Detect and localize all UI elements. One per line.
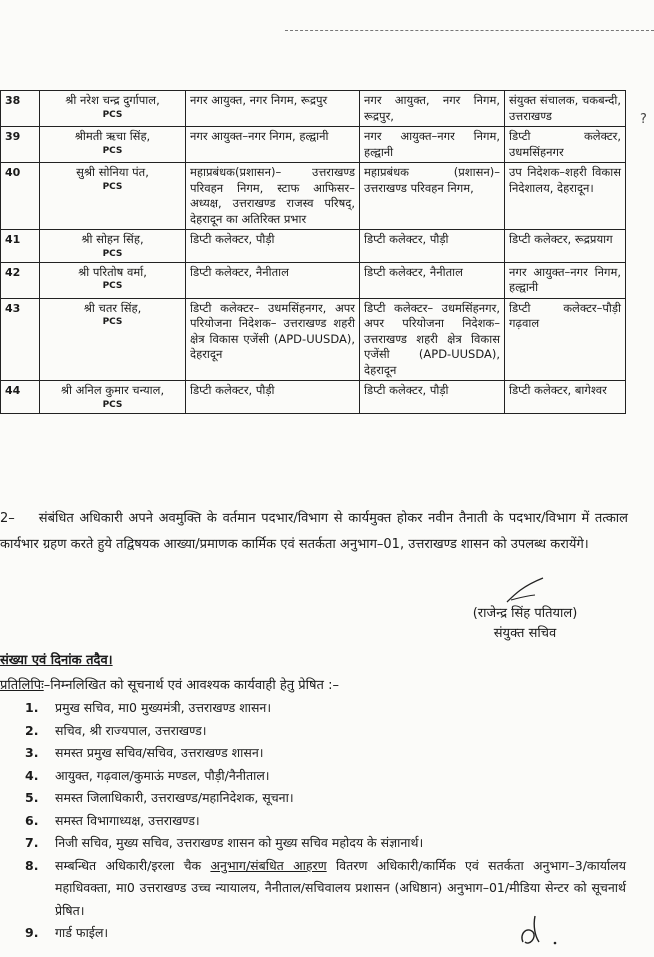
- current-post: डिप्टी कलेक्टर, पौड़ी: [186, 230, 360, 263]
- recipient-list: [0, 697, 626, 945]
- officer-cell: [40, 163, 186, 230]
- officer-service: PCS: [102, 399, 123, 410]
- officer-service: PCS: [102, 109, 123, 120]
- table-row: [1, 262, 626, 298]
- list-item: [0, 787, 626, 810]
- table-row: [1, 163, 626, 230]
- released-from-post: डिप्टी कलेक्टर, पौड़ी: [360, 230, 505, 263]
- officer-service: PCS: [102, 281, 123, 291]
- released-from-post: डिप्टी कलेक्टर, पौड़ी: [360, 381, 505, 414]
- serial-number: 42: [1, 262, 40, 298]
- new-posting: उप निदेशक–शहरी विकास निदेशालय, देहरादून।: [505, 163, 626, 230]
- new-posting: डिप्टी कलेक्टर, बागेश्वर: [505, 381, 626, 414]
- officer-name: श्री नरेश चन्द्र दुर्गापाल,: [65, 93, 160, 107]
- current-post: डिप्टी कलेक्टर– उधमसिंहनगर, अपर परियोजना निदेशक– उत्तराखण्ड शहरी क्षेत्र विकास एजेंसी (APD-UUSDA), देहरादून: [186, 298, 360, 381]
- list-item: [0, 697, 626, 720]
- top-dashed-line: [285, 30, 654, 31]
- recipient-text: समस्त जिलाधिकारी, उत्तराखण्ड/महानिदेशक, सूचना।: [55, 790, 294, 805]
- signatory-designation: संयुक्त सचिव: [493, 626, 557, 641]
- margin-mark: ?: [640, 112, 647, 127]
- recipient-number: 5.: [25, 790, 39, 805]
- signature-block: [455, 604, 595, 644]
- recipient-text: निजी सचिव, मुख्य सचिव, उत्तराखण्ड शासन को मुख्य सचिव महोदय के संज्ञानार्थ।: [55, 835, 424, 850]
- serial-number: 39: [1, 127, 40, 163]
- list-item: [0, 810, 626, 833]
- released-from-post: नगर आयुक्त–नगर निगम, हल्द्वानी: [360, 127, 505, 163]
- current-post: महाप्रबंधक(प्रशासन)– उत्तराखण्ड परिवहन निगम, स्टाफ आफिसर–अध्यक्ष, उत्तराखण्ड राजस्व परिषद्, देहरादून का अतिरिक्त प्रभार: [186, 163, 360, 230]
- serial-number: 40: [1, 163, 40, 230]
- list-item: [0, 720, 626, 743]
- officer-cell: [40, 381, 186, 414]
- officer-cell: [40, 298, 186, 381]
- officer-cell: [40, 262, 186, 298]
- transfer-table: [0, 90, 626, 414]
- officer-name: श्रीमती ऋचा सिंह,: [74, 129, 151, 143]
- list-item: [0, 832, 626, 855]
- current-post: डिप्टी कलेक्टर, पौड़ी: [186, 381, 360, 414]
- initials-scribble: [515, 912, 575, 952]
- recipient-number: 2.: [25, 722, 39, 738]
- new-posting: नगर आयुक्त–नगर निगम, हल्द्वानी: [505, 262, 626, 298]
- released-from-post: डिप्टी कलेक्टर– उधमसिंहनगर, अपर परियोजना निदेशक– उत्तराखण्ड शहरी क्षेत्र विकास एजेंसी (APD-UUSDA), देहरादून: [360, 298, 505, 381]
- released-from-post: महाप्रबंधक (प्रशासन)– उत्तराखण्ड परिवहन निगम,: [360, 163, 505, 230]
- recipient-text-underlined: अनुभाग/संबधित आहरण: [210, 857, 327, 873]
- recipient-text: गार्ड फाईल।: [55, 925, 109, 940]
- paragraph-number: 2–: [0, 511, 15, 526]
- recipient-number: 6.: [25, 812, 39, 828]
- officer-name: श्री परितोष वर्मा,: [78, 264, 147, 279]
- current-post: डिप्टी कलेक्टर, नैनीताल: [186, 262, 360, 298]
- paragraph-text: संबंधित अधिकारी अपने अवमुक्ति के वर्तमान पदभार/विभाग से कार्यमुक्त होकर नवीन तैनाती के पदभार/विभाग में तत्काल कार्यभार ग्रहण करते हुये तद्विषयक आख्या/प्रमाणक कार्मिक एवं सतर्कता अनुभाग–01, उत्तराखण्ड शासन को उपलब्ध करायेंगे।: [0, 511, 628, 552]
- released-from-post: नगर आयुक्त, नगर निगम, रूद्रपुर,: [360, 91, 505, 127]
- recipient-text: समस्त प्रमुख सचिव/सचिव, उत्तराखण्ड शासन।: [55, 745, 264, 760]
- officer-service: PCS: [102, 181, 123, 192]
- new-posting: संयुक्त संचालक, चकबन्दी, उत्तराखण्ड: [505, 91, 626, 127]
- copy-to-text: –निम्नलिखित को सूचनार्थ एवं आवश्यक कार्यवाही हेतु प्रेषित :–: [43, 678, 339, 693]
- serial-number: 43: [1, 298, 40, 381]
- serial-number: 41: [1, 230, 40, 263]
- table-row: [1, 381, 626, 414]
- list-item: [0, 765, 626, 788]
- table-row: [1, 127, 626, 163]
- instruction-paragraph: [0, 506, 628, 558]
- officer-service: PCS: [102, 145, 123, 156]
- officer-service: PCS: [102, 317, 123, 327]
- current-post: नगर आयुक्त–नगर निगम, हल्द्वानी: [186, 127, 360, 163]
- recipient-number: 7.: [25, 835, 39, 850]
- table-row: [1, 91, 626, 127]
- recipient-number: 8.: [25, 857, 39, 873]
- current-post: नगर आयुक्त, नगर निगम, रूद्रपुर: [186, 91, 360, 127]
- copy-to-head: प्रतिलिपिः: [0, 678, 44, 693]
- recipient-number: 1.: [25, 700, 39, 715]
- officer-cell: [40, 127, 186, 163]
- officer-cell: [40, 91, 186, 127]
- recipient-text: वितरण अधिकारी/कार्मिक एवं सतर्कता अनुभाग–3/कार्यालय महाधिवक्ता, मा0 उत्तराखण्ड उच्च न्यायालय, नैनीताल/सचिवालय प्रशासन (अधिष्ठान) अनुभाग–01/मीडिया सेन्टर को सूचनार्थ प्रेषित।: [55, 857, 626, 918]
- reference-line: संख्या एवं दिनांक तदैव।: [0, 653, 113, 668]
- copy-to-line: [0, 675, 339, 693]
- officer-name: श्री अनिल कुमार चन्याल,: [60, 383, 165, 397]
- recipient-number: 4.: [25, 767, 39, 783]
- table-row: [1, 230, 626, 263]
- officer-name: सुश्री सोनिया पंत,: [76, 165, 149, 179]
- recipient-text: सचिव, श्री राज्यपाल, उत्तराखण्ड।: [55, 722, 207, 738]
- recipient-number: 9.: [25, 925, 39, 940]
- officer-service: PCS: [102, 248, 123, 259]
- serial-number: 44: [1, 381, 40, 414]
- recipient-text: प्रमुख सचिव, मा0 मुख्यमंत्री, उत्तराखण्ड शासन।: [55, 700, 272, 715]
- recipient-text: सम्बन्धित अधिकारी/इरला चैक: [55, 857, 211, 873]
- recipient-text: आयुक्त, गढ़वाल/कुमाऊं मण्डल, पौड़ी/नैनीताल।: [55, 767, 270, 783]
- recipient-number: 3.: [25, 745, 39, 760]
- recipient-text: समस्त विभागाध्यक्ष, उत्तराखण्ड।: [55, 812, 200, 828]
- list-item: [0, 742, 626, 765]
- officer-name: श्री चतर सिंह,: [83, 300, 142, 315]
- new-posting: डिप्टी कलेक्टर, रूद्रप्रयाग: [505, 230, 626, 263]
- transfer-table-body: [1, 91, 626, 414]
- serial-number: 38: [1, 91, 40, 127]
- new-posting: डिप्टी कलेक्टर, उधमसिंहनगर: [505, 127, 626, 163]
- signatory-name: (राजेन्द्र सिंह पतियाल): [472, 606, 578, 621]
- new-posting: डिप्टी कलेक्टर–पौड़ी गढ़वाल: [505, 298, 626, 381]
- table-row: [1, 298, 626, 381]
- signature-scribble: [505, 576, 545, 604]
- officer-cell: [40, 230, 186, 263]
- officer-name: श्री सोहन सिंह,: [81, 232, 144, 246]
- released-from-post: डिप्टी कलेक्टर, नैनीताल: [360, 262, 505, 298]
